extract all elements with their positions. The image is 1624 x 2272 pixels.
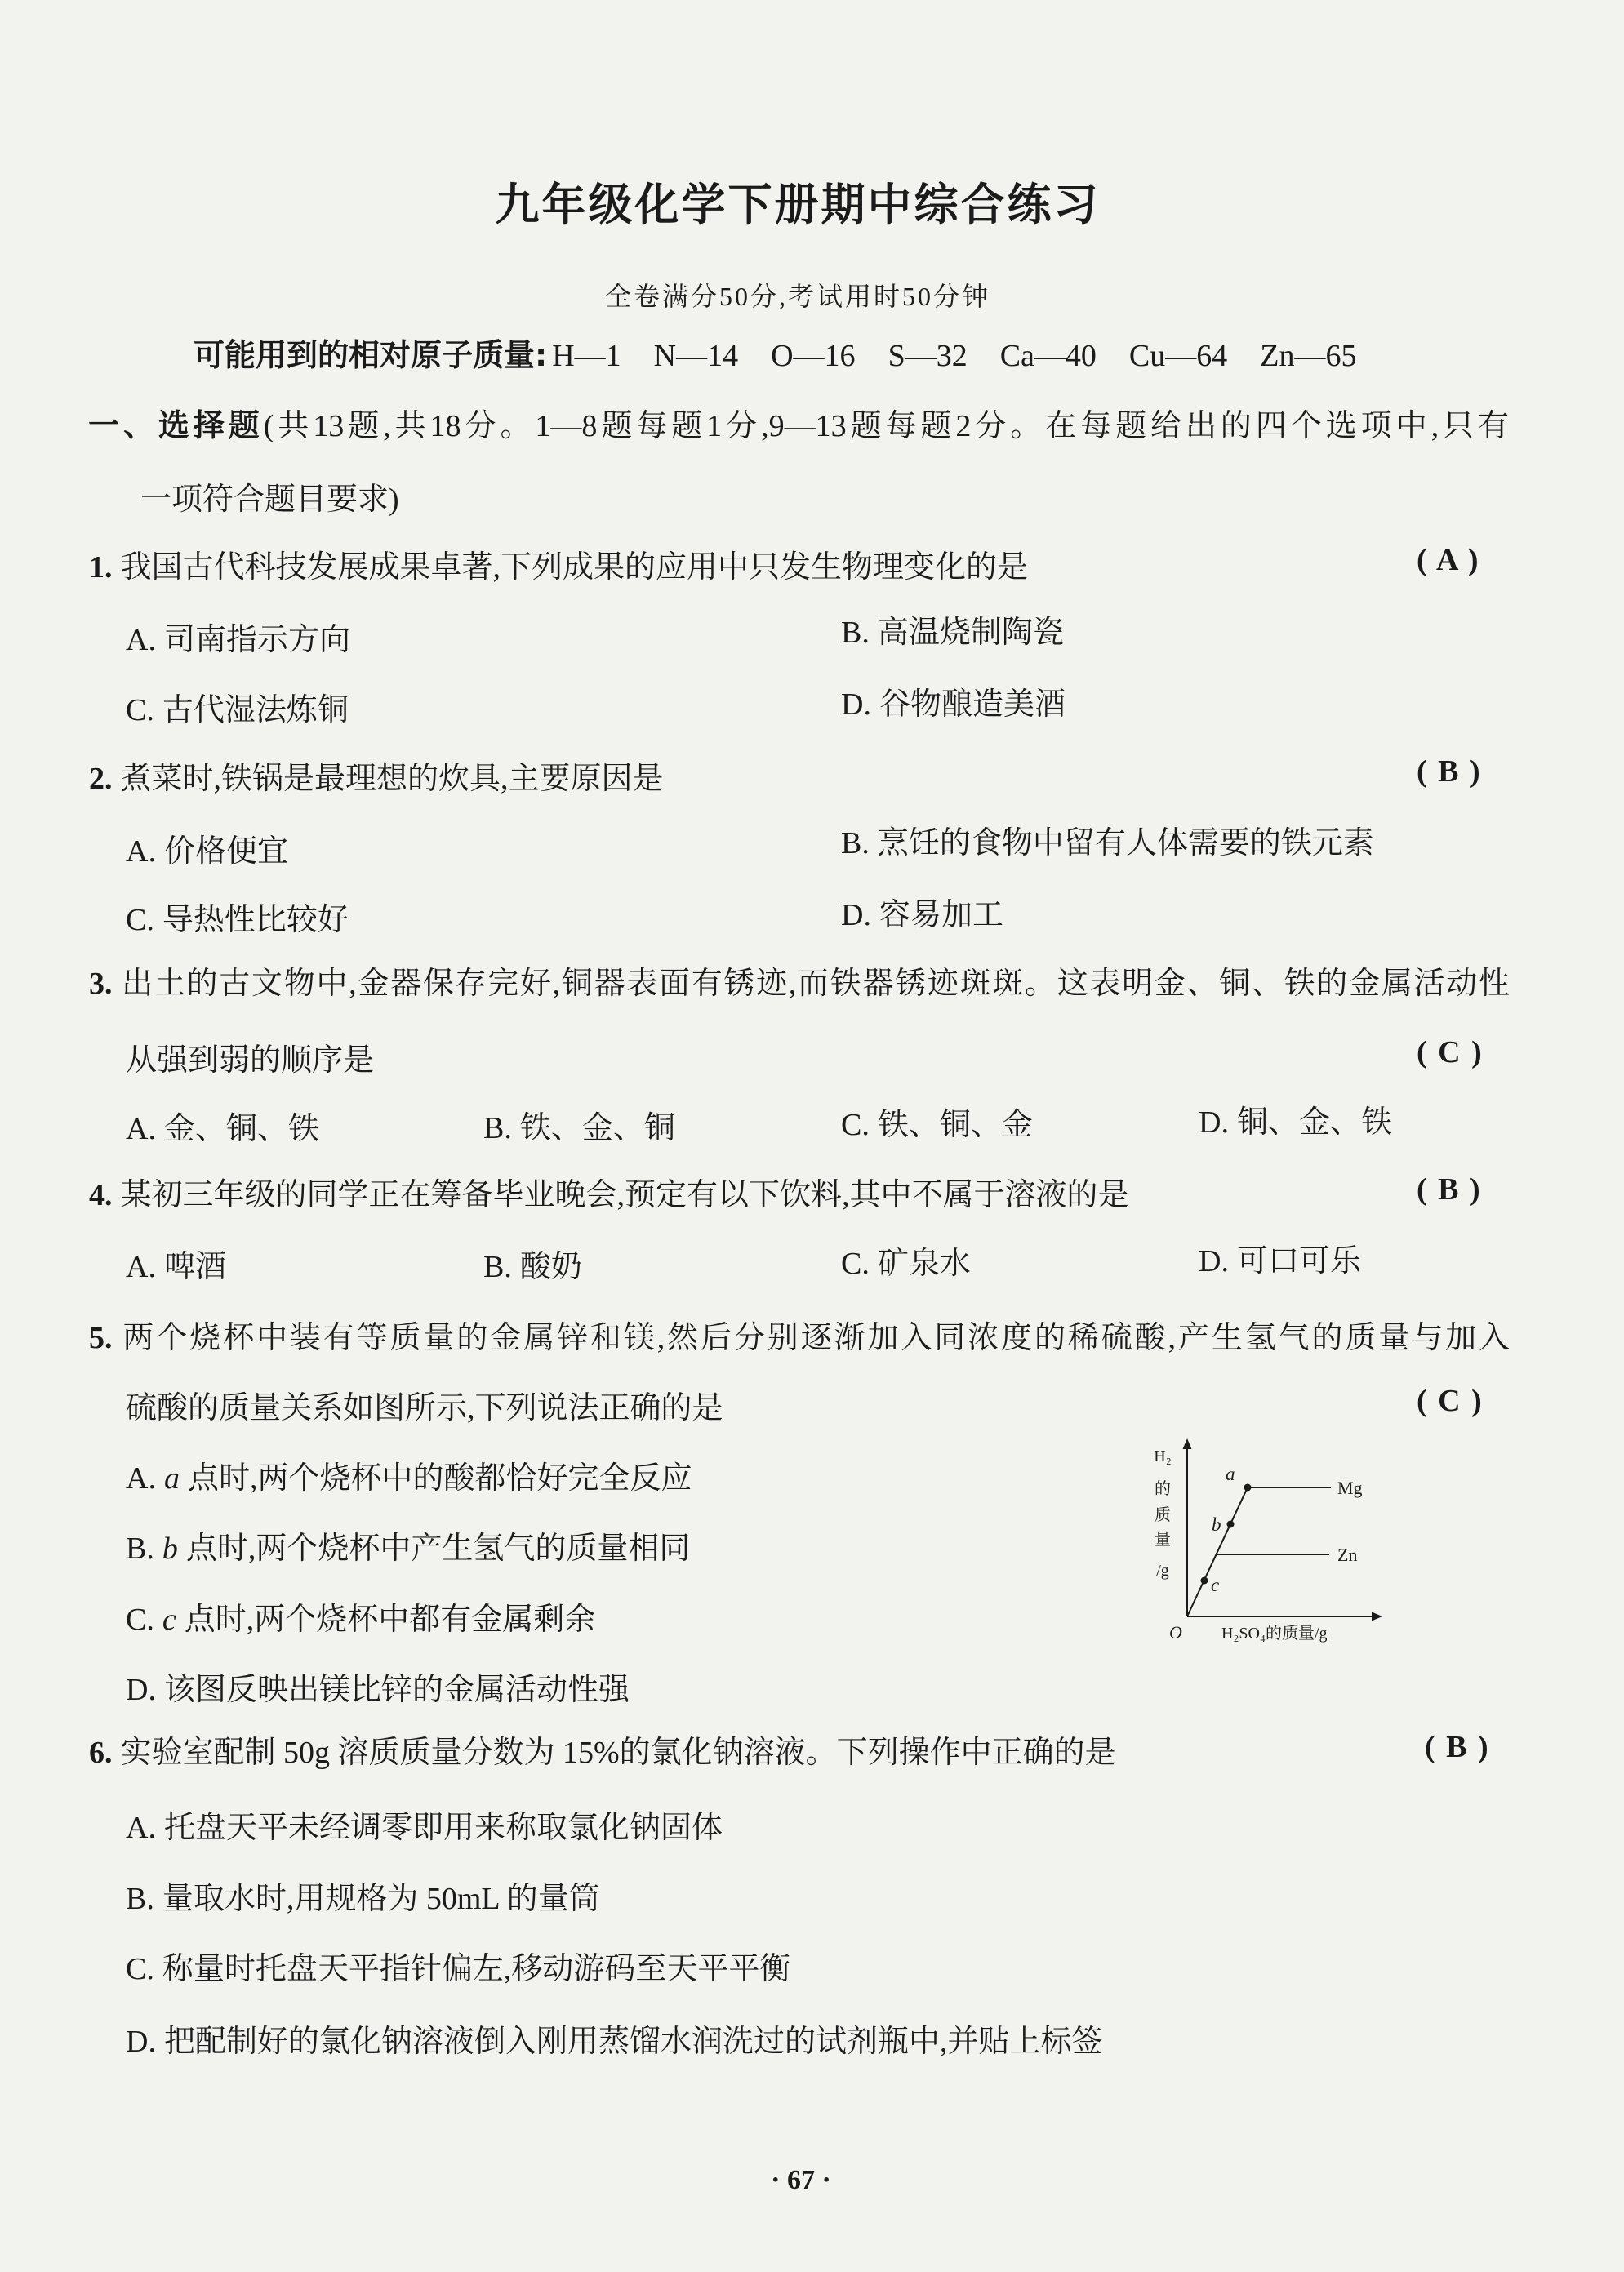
question-text: 两个烧杯中装有等质量的金属锌和镁,然后分别逐渐加入同浓度的稀硫酸,产生氢气的质量与加入 [120, 1321, 1510, 1355]
question-text: 我国古代科技发展成果卓著,下列成果的应用中只发生物理变化的是 [120, 550, 1029, 585]
option-label: B. [841, 826, 870, 860]
option-label: A. [126, 623, 156, 657]
option-label: D. [126, 1673, 156, 1707]
origin-label: O [1169, 1622, 1182, 1643]
answer-bracket: ( B ) [1417, 754, 1482, 789]
option-text: 高温烧制陶瓷 [877, 616, 1064, 650]
option-d [1199, 1246, 1361, 1277]
question-2-stem [89, 763, 664, 794]
option-d [126, 1674, 630, 1705]
option-text: 该图反映出镁比锌的金属活动性强 [163, 1673, 630, 1707]
hydrogen-mass-figure [1145, 1437, 1390, 1651]
option-b [126, 1883, 600, 1914]
option-a [126, 1252, 226, 1283]
question-text: 实验室配制 50g 溶质质量分数为 15%的氯化钠溶液。下列操作中正确的是 [120, 1736, 1116, 1770]
option-label: C. [126, 903, 154, 937]
option-text: 容易加工 [879, 898, 1003, 932]
option-d [126, 2026, 1102, 2057]
option-c [841, 1248, 971, 1279]
option-label: A. [126, 1811, 156, 1845]
option-label: B. [126, 1532, 154, 1566]
option-text: 古代湿法炼铜 [162, 693, 349, 727]
option-text: 点时,两个烧杯中的酸都恰好完全反应 [187, 1461, 692, 1496]
point-variable: b [162, 1532, 178, 1566]
option-text: 酸奶 [519, 1250, 582, 1284]
option-d [841, 689, 1066, 720]
atomic-masses-label: 可能用到的相对原子质量: [194, 337, 548, 373]
question-text: 出土的古文物中,金器保存完好,铜器表面有锈迹,而铁器锈迹斑斑。这表明金、铜、铁的金属活动性 [120, 967, 1510, 1001]
page-title: 九年级化学下册期中综合练习 [495, 180, 1101, 229]
y-axis-label-line: 的 [1155, 1480, 1171, 1498]
question-6-stem [89, 1737, 1116, 1768]
option-d [1199, 1107, 1392, 1138]
option-c [126, 1604, 595, 1635]
page-number: · 67 · [771, 2165, 831, 2195]
option-label: C. [841, 1108, 870, 1142]
option-text: 司南指示方向 [163, 623, 350, 657]
option-b [483, 1113, 675, 1144]
exam-subtitle: 全卷满分50分,考试用时50分钟 [604, 282, 990, 311]
option-label: A. [126, 1250, 156, 1284]
y-axis-arrow [1183, 1438, 1192, 1449]
option-label: D. [841, 898, 871, 932]
point-a-label: a [1226, 1464, 1235, 1484]
option-text: 托盘天平未经调零即用来称取氯化钠固体 [163, 1811, 723, 1845]
option-a [126, 836, 288, 867]
option-label: D. [1199, 1105, 1229, 1140]
option-label: D. [841, 687, 871, 722]
option-b [483, 1252, 582, 1283]
option-label: C. [841, 1247, 870, 1281]
atomic-mass-item: Cu—64 [1128, 339, 1228, 373]
option-text: 铁、铜、金 [877, 1108, 1033, 1142]
point-c-label: c [1211, 1575, 1220, 1595]
question-3-stem [89, 968, 1510, 999]
question-text: 煮菜时,铁锅是最理想的炊具,主要原因是 [120, 762, 664, 796]
atomic-masses [194, 337, 1357, 373]
option-label: A. [126, 1461, 156, 1496]
option-label: A. [126, 834, 156, 869]
option-c [126, 905, 349, 936]
atomic-mass-item: S—32 [888, 339, 968, 373]
option-label: D. [1199, 1244, 1229, 1278]
section-heading: 一、选择题 [88, 407, 264, 443]
option-a [126, 625, 350, 656]
answer-bracket: ( B ) [1417, 1172, 1482, 1207]
answer-bracket: ( C ) [1417, 1384, 1484, 1418]
atomic-mass-item: Ca—40 [999, 339, 1097, 373]
question-number: 1. [89, 550, 113, 585]
option-text: 价格便宜 [163, 834, 288, 869]
question-text-cont: 硫酸的质量关系如图所示,下列说法正确的是 [126, 1391, 723, 1425]
question-number: 2. [89, 762, 113, 796]
y-axis-label-line: /g [1156, 1562, 1169, 1580]
option-c [126, 1954, 790, 1985]
option-a [126, 1812, 723, 1843]
point-b [1227, 1521, 1235, 1528]
question-text: 某初三年级的同学正在筹备毕业晚会,预定有以下饮料,其中不属于溶液的是 [120, 1178, 1129, 1212]
option-text: 金、铜、铁 [163, 1112, 319, 1146]
option-d [841, 900, 1003, 931]
option-label: A. [126, 1112, 156, 1146]
point-a [1244, 1484, 1252, 1492]
option-text: 铁、金、铜 [519, 1111, 675, 1145]
question-number: 6. [89, 1736, 113, 1770]
answer-bracket: ( A ) [1417, 543, 1480, 577]
option-label: B. [483, 1250, 512, 1284]
point-variable: a [163, 1461, 180, 1496]
x-axis-label: H₂SO₄的质量/g [1221, 1625, 1328, 1643]
atomic-mass-item: Zn—65 [1260, 339, 1357, 373]
option-a [126, 1114, 319, 1145]
option-text: 点时,两个烧杯中都有金属剩余 [184, 1603, 596, 1637]
option-text: 啤酒 [163, 1250, 226, 1284]
answer-bracket: ( B ) [1425, 1730, 1490, 1764]
option-text: 点时,两个烧杯中产生氢气的质量相同 [185, 1532, 691, 1566]
answer-bracket: ( C ) [1417, 1035, 1484, 1069]
option-text: 量取水时,用规格为 50mL 的量筒 [162, 1882, 600, 1916]
question-5-stem [89, 1323, 1510, 1354]
question-text-cont: 从强到弱的顺序是 [126, 1043, 375, 1078]
option-c [841, 1109, 1033, 1140]
atomic-mass-item: O—16 [771, 339, 856, 373]
option-label: B. [483, 1111, 512, 1145]
section-instructions: (共13题,共18分。1—8题每题1分,9—13题每题2分。在每题给出的四个选项中,只有 [263, 409, 1509, 443]
option-label: C. [126, 1603, 154, 1637]
option-text: 矿泉水 [877, 1247, 971, 1281]
point-variable: c [162, 1603, 176, 1637]
question-number: 5. [89, 1321, 113, 1355]
option-text: 烹饪的食物中留有人体需要的铁元素 [877, 826, 1374, 860]
atomic-mass-item: H—1 [552, 339, 621, 373]
option-label: B. [841, 616, 870, 650]
option-b [841, 617, 1064, 648]
option-text: 可口可乐 [1236, 1244, 1361, 1278]
series-line-mg [1187, 1487, 1331, 1616]
option-c [126, 695, 349, 726]
question-number: 4. [89, 1178, 113, 1212]
option-a [126, 1463, 692, 1494]
question-number: 3. [89, 967, 113, 1001]
option-label: C. [126, 693, 154, 727]
series-label-zn: Zn [1337, 1545, 1358, 1565]
option-b [841, 828, 1374, 859]
atomic-mass-item: N—14 [653, 339, 739, 373]
option-text: 导热性比较好 [162, 903, 349, 937]
question-1-stem [89, 552, 1028, 583]
point-b-label: b [1212, 1514, 1221, 1535]
point-c [1201, 1577, 1208, 1585]
series-label-mg: Mg [1337, 1478, 1363, 1498]
option-text: 铜、金、铁 [1236, 1105, 1392, 1140]
option-label: B. [126, 1882, 154, 1916]
y-axis-label-line: 量 [1155, 1531, 1171, 1549]
y-axis-label-line: H₂ [1154, 1447, 1172, 1465]
option-text: 称量时托盘天平指针偏左,移动游码至天平平衡 [162, 1952, 791, 1986]
section-instructions-cont: 一项符合题目要求) [140, 482, 399, 517]
option-label: C. [126, 1952, 154, 1986]
x-axis-arrow [1372, 1612, 1382, 1621]
section-header [88, 407, 1509, 443]
option-label: D. [126, 2025, 156, 2059]
y-axis-label-line: 质 [1155, 1506, 1171, 1524]
question-4-stem [89, 1180, 1129, 1211]
option-text: 谷物酿造美酒 [879, 687, 1066, 722]
option-b [126, 1533, 690, 1564]
option-text: 把配制好的氯化钠溶液倒入刚用蒸馏水润洗过的试剂瓶中,并贴上标签 [163, 2025, 1103, 2059]
